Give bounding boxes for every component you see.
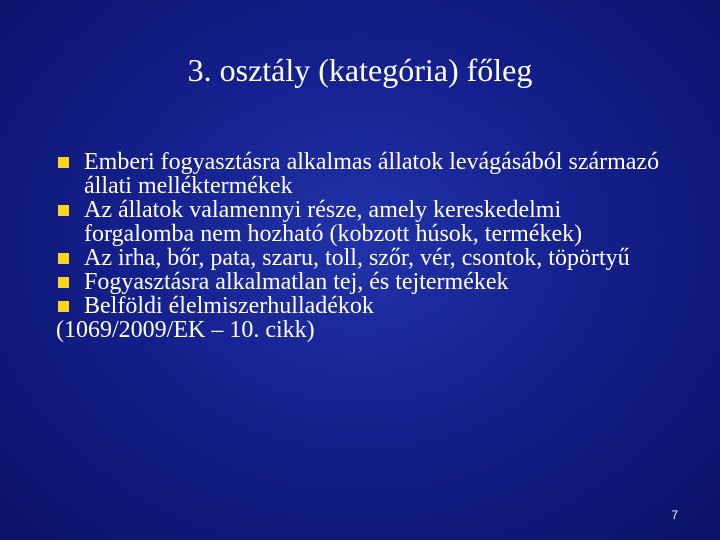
page-number: 7: [671, 508, 678, 522]
square-bullet-icon: [58, 277, 69, 288]
square-bullet-icon: [58, 301, 69, 312]
legal-reference: (1069/2009/EK – 10. cikk): [56, 317, 315, 343]
bullet-item: [56, 150, 676, 198]
slide-title: 3. osztály (kategória) főleg: [187, 52, 533, 88]
bullet-text: Az irha, bőr, pata, szaru, toll, szőr, vér, csontok, töpörtyű: [84, 245, 630, 271]
bullet-item: [56, 294, 676, 318]
bullet-list: [56, 150, 676, 342]
square-bullet-icon: [58, 157, 69, 168]
square-bullet-icon: [58, 205, 69, 216]
square-bullet-icon: [58, 253, 69, 264]
bullet-text: Emberi fogyasztásra alkalmas állatok levágásából származó állati melléktermékek: [84, 149, 660, 199]
bullet-text: Az állatok valamennyi része, amely kereskedelmi forgalomba nem hozható (kobzott húsok, termékek): [84, 197, 583, 247]
bullet-item: [56, 246, 676, 270]
bullet-text: Fogyasztásra alkalmatlan tej, és tejtermékek: [84, 269, 509, 295]
bullet-item: [56, 198, 676, 246]
bullet-item: [56, 270, 676, 294]
bullet-text: Belföldi élelmiszerhulladékok: [84, 293, 374, 319]
